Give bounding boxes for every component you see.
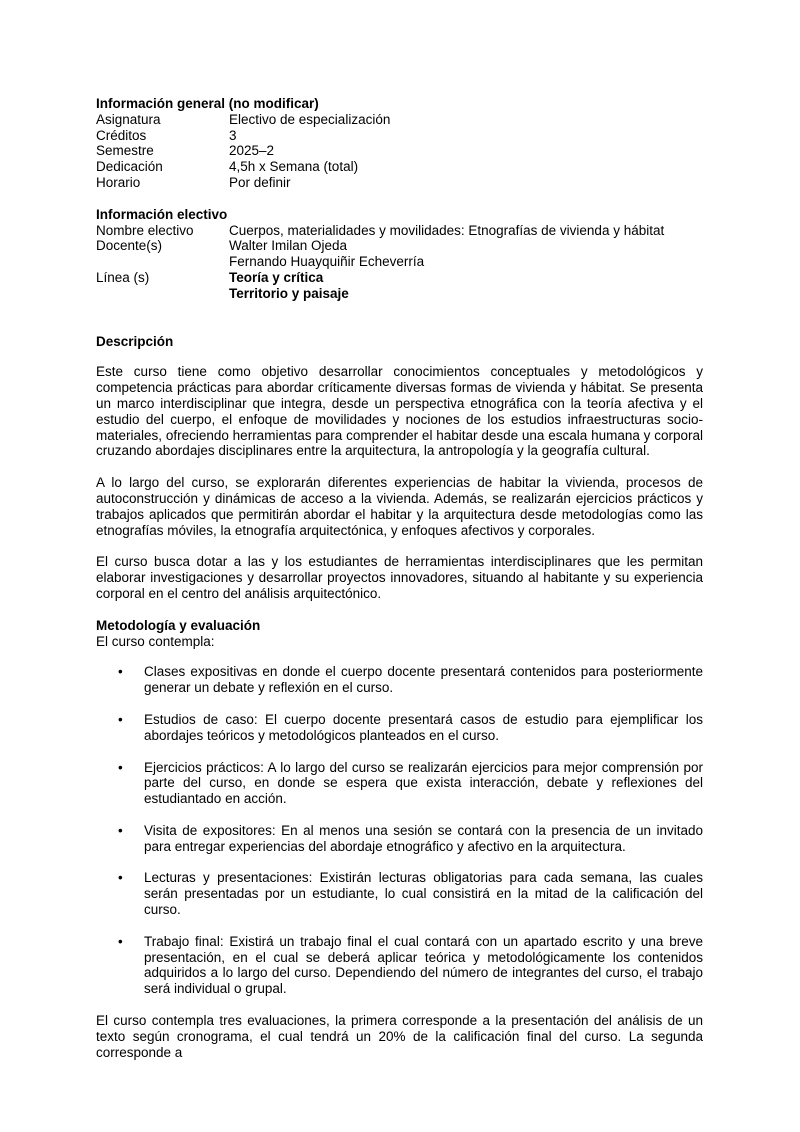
- bullet-icon: •: [118, 822, 123, 838]
- elective-info-heading: Información electivo: [96, 206, 228, 222]
- bullet-icon: •: [118, 759, 123, 775]
- bullet-icon: •: [118, 933, 123, 949]
- document-page: [96, 96, 703, 1060]
- list-item: [96, 712, 703, 744]
- row-key: Dedicación: [96, 159, 163, 175]
- list-item: [96, 664, 703, 696]
- description-paragraph: A lo largo del curso, se explorarán diferentes experiencias de habitar la vivienda, procesos de autoconstrucción y dinámicas de acceso a la vivienda. Además, se realizarán ejercicios prácticos y trabajos aplicados que permitirán abordar el habitar y la arquitectura desde metodologías como las etnografías móviles, la etnografía arquitectónica, y enfoques afectivos y corporales.: [96, 475, 703, 538]
- row-key: Docente(s): [96, 238, 163, 254]
- row-value: 4,5h x Semana (total): [229, 159, 359, 175]
- list-item-text: Lecturas y presentaciones: Existirán lecturas obligatorias para cada semana, las cuales serán presentadas por un estudiante, lo cual consistirá en la mitad de la calificación del curso.: [144, 870, 703, 918]
- list-item-text: Visita de expositores: En al menos una sesión se contará con la presencia de un invitado para entregar experiencias del abordaje etnográfico y afectivo en la arquitectura.: [144, 822, 703, 854]
- list-item-text: Trabajo final: Existirá un trabajo final el cual contará con un apartado escrito y una breve presentación, en el cual se deberá aplicar teórica y metodológicamente los contenidos adquiridos a lo largo del curso. Dependiendo del número de integrantes del curso, el trabajo será individual o grupal.: [144, 933, 703, 997]
- general-row-dedication: [96, 159, 703, 175]
- elective-row-name: [96, 223, 703, 239]
- row-value: [229, 238, 703, 270]
- teacher-name: Walter Imilan Ojeda: [229, 238, 348, 254]
- list-item: [96, 760, 703, 807]
- teacher-name: Fernando Huayquiñir Echeverría: [229, 254, 425, 270]
- row-key: Línea (s): [96, 269, 150, 285]
- row-key: Semestre: [96, 143, 154, 159]
- list-item-text: Ejercicios prácticos: A lo largo del curso se realizarán ejercicios para mejor comprensión por parte del curso, en donde se espera que exista interacción, debate y reflexiones del estudiantado en acción.: [144, 759, 703, 807]
- description-paragraph: Este curso tiene como objetivo desarrollar conocimientos conceptuales y metodológicos y competencia prácticas para abordar críticamente diversas formas de vivienda y hábitat. Se presenta un marco interdisciplinar que integra, desde un perspectiva etnográfica con la teoría afectiva y el estudio del cuerpo, el enfoque de movilidades y nociones de los estudios infraestructuras socio-materiales, ofreciendo herramientas para comprender el habitar desde una escala humana y corporal cruzando abordajes disciplinares entre la arquitectura, la antropología y la geografía cultural.: [96, 364, 703, 459]
- general-row-semester: [96, 143, 703, 159]
- row-key: Nombre electivo: [96, 222, 194, 238]
- list-item-text: Clases expositivas en donde el cuerpo docente presentará contenidos para posteriormente generar un debate y reflexión en el curso.: [144, 664, 703, 696]
- row-key: Horario: [96, 174, 141, 190]
- general-row-schedule: [96, 175, 703, 191]
- row-key: Asignatura: [96, 111, 161, 127]
- row-value: Electivo de especialización: [229, 111, 391, 127]
- row-value: Por definir: [229, 174, 291, 190]
- row-value: 3: [229, 127, 237, 143]
- row-value: [229, 270, 703, 302]
- list-item: [96, 823, 703, 855]
- line-name: Territorio y paisaje: [229, 285, 349, 301]
- elective-info-table: [96, 223, 703, 302]
- row-value: 2025–2: [229, 143, 275, 159]
- description-heading: Descripción: [96, 333, 174, 349]
- bullet-icon: •: [118, 664, 123, 680]
- bullet-icon: •: [118, 711, 123, 727]
- general-info-table: [96, 112, 703, 191]
- general-info-heading: Información general (no modificar): [96, 96, 319, 111]
- methodology-list: [96, 664, 703, 997]
- list-item-text: Estudios de caso: El cuerpo docente presentará casos de estudio para ejemplificar los abordajes teóricos y metodológicos planteados en el curso.: [144, 711, 703, 743]
- methodology-heading: Metodología y evaluación: [96, 617, 261, 633]
- evaluation-paragraph: El curso contempla tres evaluaciones, la primera corresponde a la presentación del análisis de un texto según cronograma, el cual tendrá un 20% de la calificación final del curso. La segunda corresponde a: [96, 1013, 703, 1060]
- row-key: Créditos: [96, 127, 147, 143]
- row-value: Cuerpos, materialidades y movilidades: Etnografías de vivienda y hábitat: [229, 222, 665, 238]
- elective-row-lines: [96, 270, 703, 302]
- general-row-subject: [96, 112, 703, 128]
- list-item: [96, 934, 703, 997]
- general-row-credits: [96, 128, 703, 144]
- description-paragraph: El curso busca dotar a las y los estudiantes de herramientas interdisciplinares que les permitan elaborar investigaciones y desarrollar proyectos innovadores, situando al habitante y su experiencia corporal en el centro del análisis arquitectónico.: [96, 554, 703, 601]
- line-name: Teoría y crítica: [229, 269, 324, 285]
- elective-row-teachers: [96, 238, 703, 270]
- list-item: [96, 870, 703, 917]
- bullet-icon: •: [118, 870, 123, 886]
- methodology-intro: El curso contempla:: [96, 633, 215, 649]
